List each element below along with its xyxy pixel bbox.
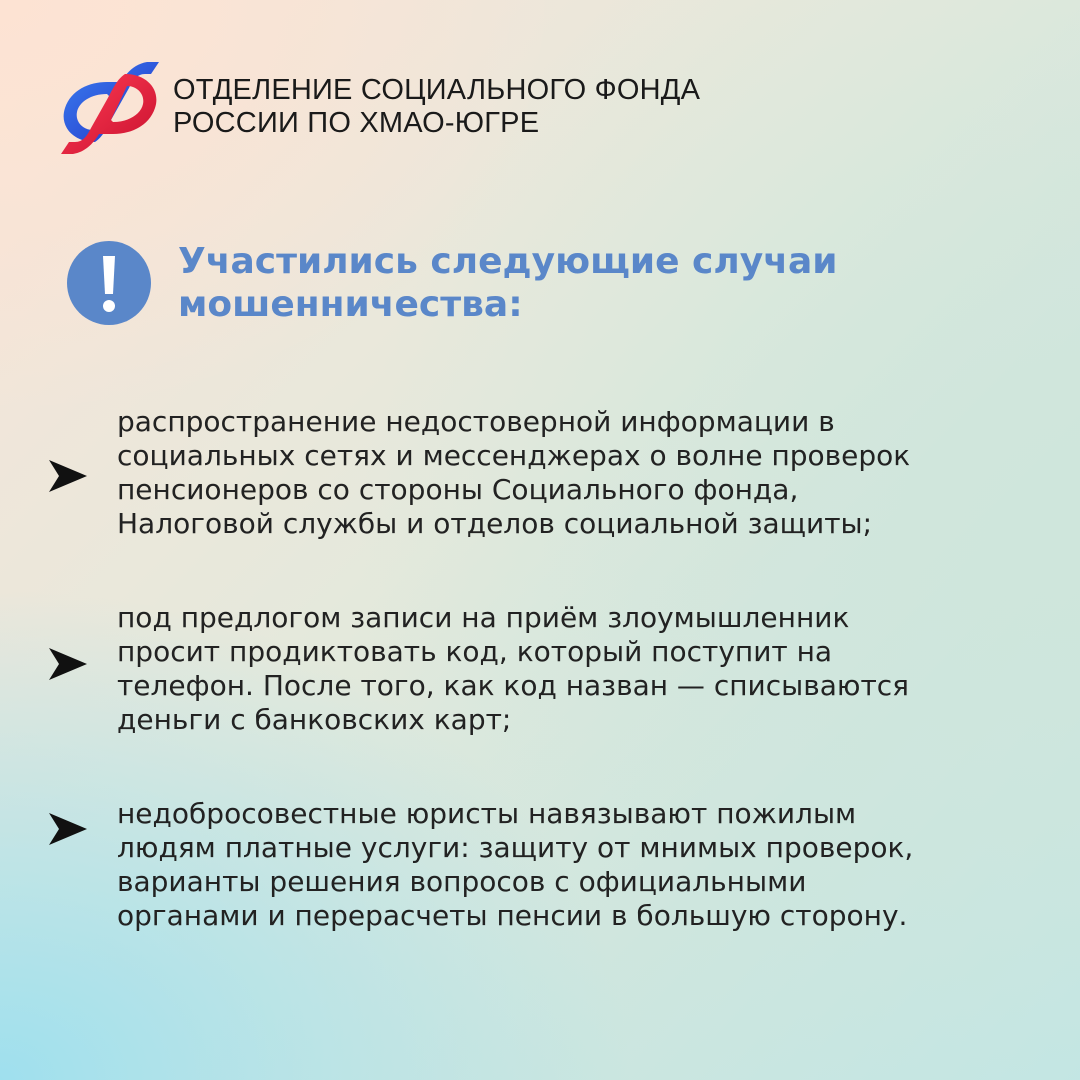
- org-name-line-1: ОТДЕЛЕНИЕ СОЦИАЛЬНОГО ФОНДА: [173, 74, 701, 106]
- exclamation-circle-icon: [66, 240, 152, 326]
- list-item-line: деньги с банковских карт;: [117, 703, 512, 736]
- org-name-line-2: РОССИИ ПО ХМАО-ЮГРЕ: [173, 107, 540, 139]
- list-item-text: [117, 797, 1017, 933]
- list-item-line: варианты решения вопросов с официальными: [117, 865, 807, 898]
- list-item-line: людям платные услуги: защиту от мнимых проверок,: [117, 831, 914, 864]
- header: [55, 60, 955, 160]
- arrow-right-icon: [47, 811, 89, 847]
- arrow-right-icon: [47, 458, 89, 494]
- arrow-right-icon: [47, 646, 89, 682]
- alert-title-line-1: Участились следующие случаи: [178, 241, 838, 282]
- list-item-line: органами и перерасчеты пенсии в большую сторону.: [117, 899, 908, 932]
- list-item-text: [117, 405, 1017, 541]
- list-item-line: социальных сетях и мессенджерах о волне проверок: [117, 439, 911, 472]
- list-item-text: [117, 601, 1017, 737]
- sfr-logo-icon: [55, 60, 165, 156]
- list-item-line: просит продиктовать код, который поступит на: [117, 635, 833, 668]
- list-item-line: распространение недостоверной информации в: [117, 405, 835, 438]
- alert-title: [178, 240, 837, 326]
- alert-heading: [66, 240, 966, 340]
- list-item-line: под предлогом записи на приём злоумышленник: [117, 601, 850, 634]
- list-item-line: пенсионеров со стороны Социального фонда,: [117, 473, 799, 506]
- org-name: [173, 74, 700, 140]
- alert-title-line-2: мошенничества:: [178, 284, 523, 325]
- list-item-line: Налоговой службы и отделов социальной защиты;: [117, 507, 873, 540]
- list-item-line: недобросовестные юристы навязывают пожилым: [117, 797, 857, 830]
- list-item-line: телефон. После того, как код назван — списываются: [117, 669, 910, 702]
